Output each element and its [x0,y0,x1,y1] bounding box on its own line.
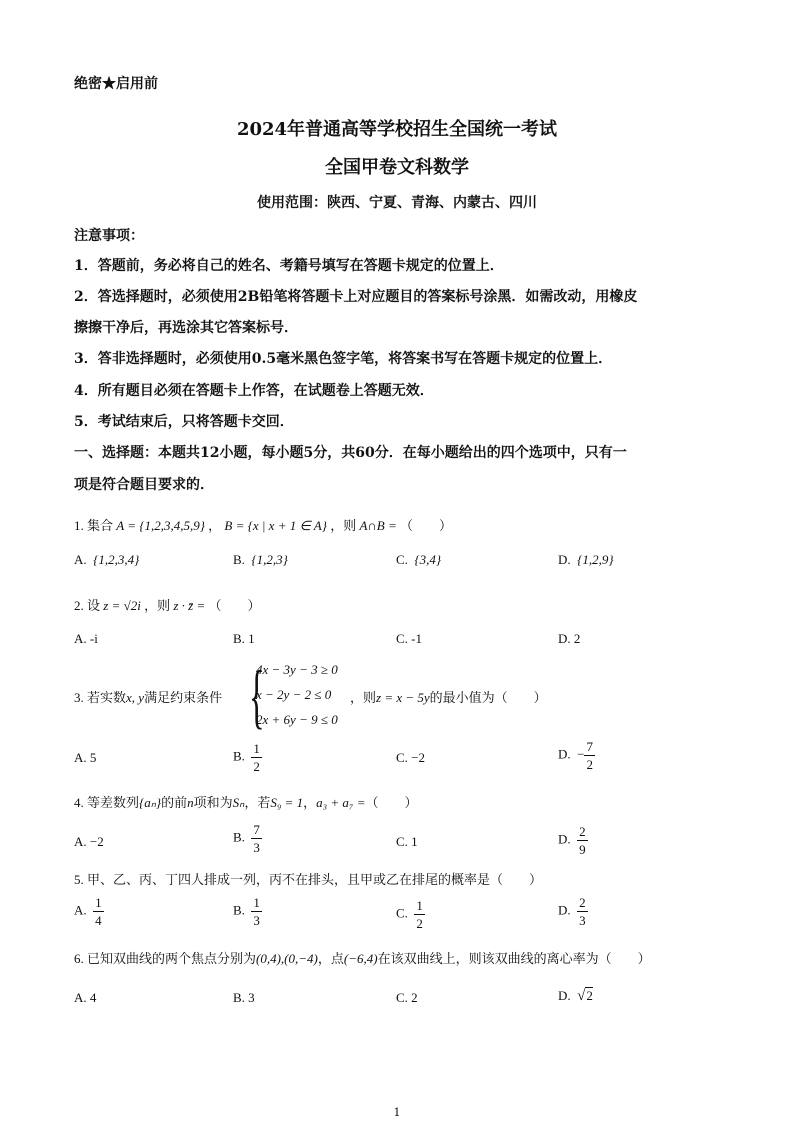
section-heading-line-1: 一、选择题：本题共12小题，每小题5分，共60分．在每小题给出的四个选项中，只有一 [74,445,627,461]
question-3-tail [350,687,547,706]
q2-option-b: B. 1 [233,631,255,646]
page-number: 1 [393,1106,401,1119]
q5-option-d: D. $\frac{2}{3}$ [558,895,586,928]
q1-expression: A∩B = [359,518,397,533]
q5-option-c: C. $\frac{1}{2}$ [396,898,423,931]
q4-condition: S₉ = 1 [270,795,304,810]
q5-option-a-fraction: $\frac{1}{4}$ [95,895,102,928]
q3-option-a: A. 5 [74,750,97,765]
question-3-stem [74,687,222,706]
q1-prefix: 1. 集合 [74,518,114,533]
q4-option-b-fraction: $\frac{7}{3}$ [253,822,260,855]
q3-constraint-1: 4x − 3y − 3 ≥ 0 [256,662,338,677]
note-4: 4．所有题目必须在答题卡上作答，在试题卷上答题无效． [74,383,434,399]
q1-option-a-value: {1,2,3,4} [93,552,140,567]
q1-ask: ，则 [330,518,357,533]
q6-option-d: D. √2 [558,988,593,1004]
q2-option-d: D. 2 [558,631,581,646]
q3-variables: x, y [126,690,145,705]
question-6: 6. 已知双曲线的两个焦点分别为(0,4),(0,−4)，点(−6,4)在该双曲线上，则该双曲线的离心率为（ ） [74,951,651,966]
q1-option-b-value: {1,2,3} [251,552,288,567]
q1-option-d-value: {1,2,9} [577,552,614,567]
exam-subtitle: 全国甲卷文科数学 [325,157,469,178]
q4-option-d: D. $\frac{2}{9}$ [558,824,586,857]
q3-option-d-fraction: $\frac{7}{2}$ [586,739,593,772]
q6-point: (−6,4) [343,951,378,966]
q3-mid: 满足约束条件 [144,690,223,705]
q3-prefix: 3. 若实数 [74,690,127,705]
q2-expression: z · z̄ = [173,598,206,613]
note-3: 3．答非选择题时，必须使用0.5毫米黑色签字笔，将答案书写在答题卡规定的位置上． [74,351,613,367]
q2-option-c: C. -1 [396,631,422,646]
note-1: 1．答题前，务必将自己的姓名、考籍号填写在答题卡规定的位置上． [74,258,504,274]
q2-prefix: 2. 设 [74,598,101,613]
q5-option-c-fraction: $\frac{1}{2}$ [416,898,423,931]
note-2-line-2: 擦擦干净后，再选涂其它答案标号． [74,320,298,336]
q1-option-b: B. {1,2,3} [233,552,288,567]
q3-objective: z = x − 5y [376,690,430,705]
q3-option-b-fraction: $\frac{1}{2}$ [253,741,260,774]
q5-option-a: A. $\frac{1}{4}$ [74,895,102,928]
q5-option-b: B. $\frac{1}{3}$ [233,895,260,928]
q3-constraint-3: 2x + 6y − 9 ≤ 0 [256,712,338,727]
q4-option-b: B. $\frac{7}{3}$ [233,822,260,855]
q5-option-d-fraction: $\frac{2}{3}$ [579,895,586,928]
note-5: 5．考试结束后，只将答题卡交回． [74,414,294,430]
q6-foci: (0,4),(0,−4) [256,951,318,966]
q5-option-b-fraction: $\frac{1}{3}$ [253,895,260,928]
confidential-label: 绝密★启用前 [74,76,158,92]
q3-option-b: B. $\frac{1}{2}$ [233,741,260,774]
exam-title: 2024年普通高等学校招生全国统一考试 [236,119,558,140]
q3-constraint-brace: { [249,656,265,736]
q4-expression: a₃ + a₇ = [316,795,366,810]
question-1 [74,515,452,534]
q1-option-d: D. {1,2,9} [558,552,614,567]
q1-set-a: A = {1,2,3,4,5,9} [116,518,205,533]
q4-sum: Sₙ [232,795,245,810]
q3-ask: ，则 [350,690,377,705]
q4-option-a: A. −2 [74,834,104,849]
q1-set-b: B = {x | x + 1 ∈ A} [224,518,327,533]
q6-sqrt-symbol: √ [577,988,586,1004]
q1-option-c: C. {3,4} [396,552,442,567]
note-2-line-1: 2．答选择题时，必须使用2B铅笔将答题卡上对应题目的答案标号涂黑．如需改动，用橡皮 [74,289,638,305]
q2-definition: z = √2i [103,598,141,613]
q3-option-d: D. − $\frac{7}{2}$ [558,739,593,772]
q6-sqrt-value: 2 [586,988,593,1003]
q4-option-d-fraction: $\frac{2}{9}$ [579,824,586,857]
q4-sequence: {aₙ} [139,795,162,810]
question-2 [74,595,261,614]
section-heading-line-2: 项是符合题目要求的． [74,477,214,493]
q2-answer-paren: （ ） [208,598,261,613]
q3-constraint-2: x − 2y − 2 ≤ 0 [256,687,332,702]
question-4: 4. 等差数列{aₙ}的前n项和为Sₙ，若S₉ = 1，a₃ + a₇ =（ ） [74,795,418,810]
q1-comma: ， [208,518,222,533]
q1-answer-paren: （ ） [400,518,453,533]
usage-scope: 使用范围：陕西、宁夏、青海、内蒙古、四川 [257,195,537,211]
q1-option-a: A. {1,2,3,4} [74,552,140,567]
q4-option-c: C. 1 [396,834,418,849]
q2-ask: ，则 [144,598,171,613]
q3-option-c: C. −2 [396,750,426,765]
q6-option-c: C. 2 [396,990,418,1005]
question-5: 5. 甲、乙、丙、丁四人排成一列，丙不在排头，且甲或乙在排尾的概率是（ ） [74,872,543,887]
q3-tail: 的最小值为（ ） [429,690,547,705]
q6-option-a: A. 4 [74,990,97,1005]
q6-option-b: B. 3 [233,990,255,1005]
notes-heading: 注意事项： [74,228,144,244]
q1-option-c-value: {3,4} [414,552,442,567]
q2-option-a: A. -i [74,631,98,646]
